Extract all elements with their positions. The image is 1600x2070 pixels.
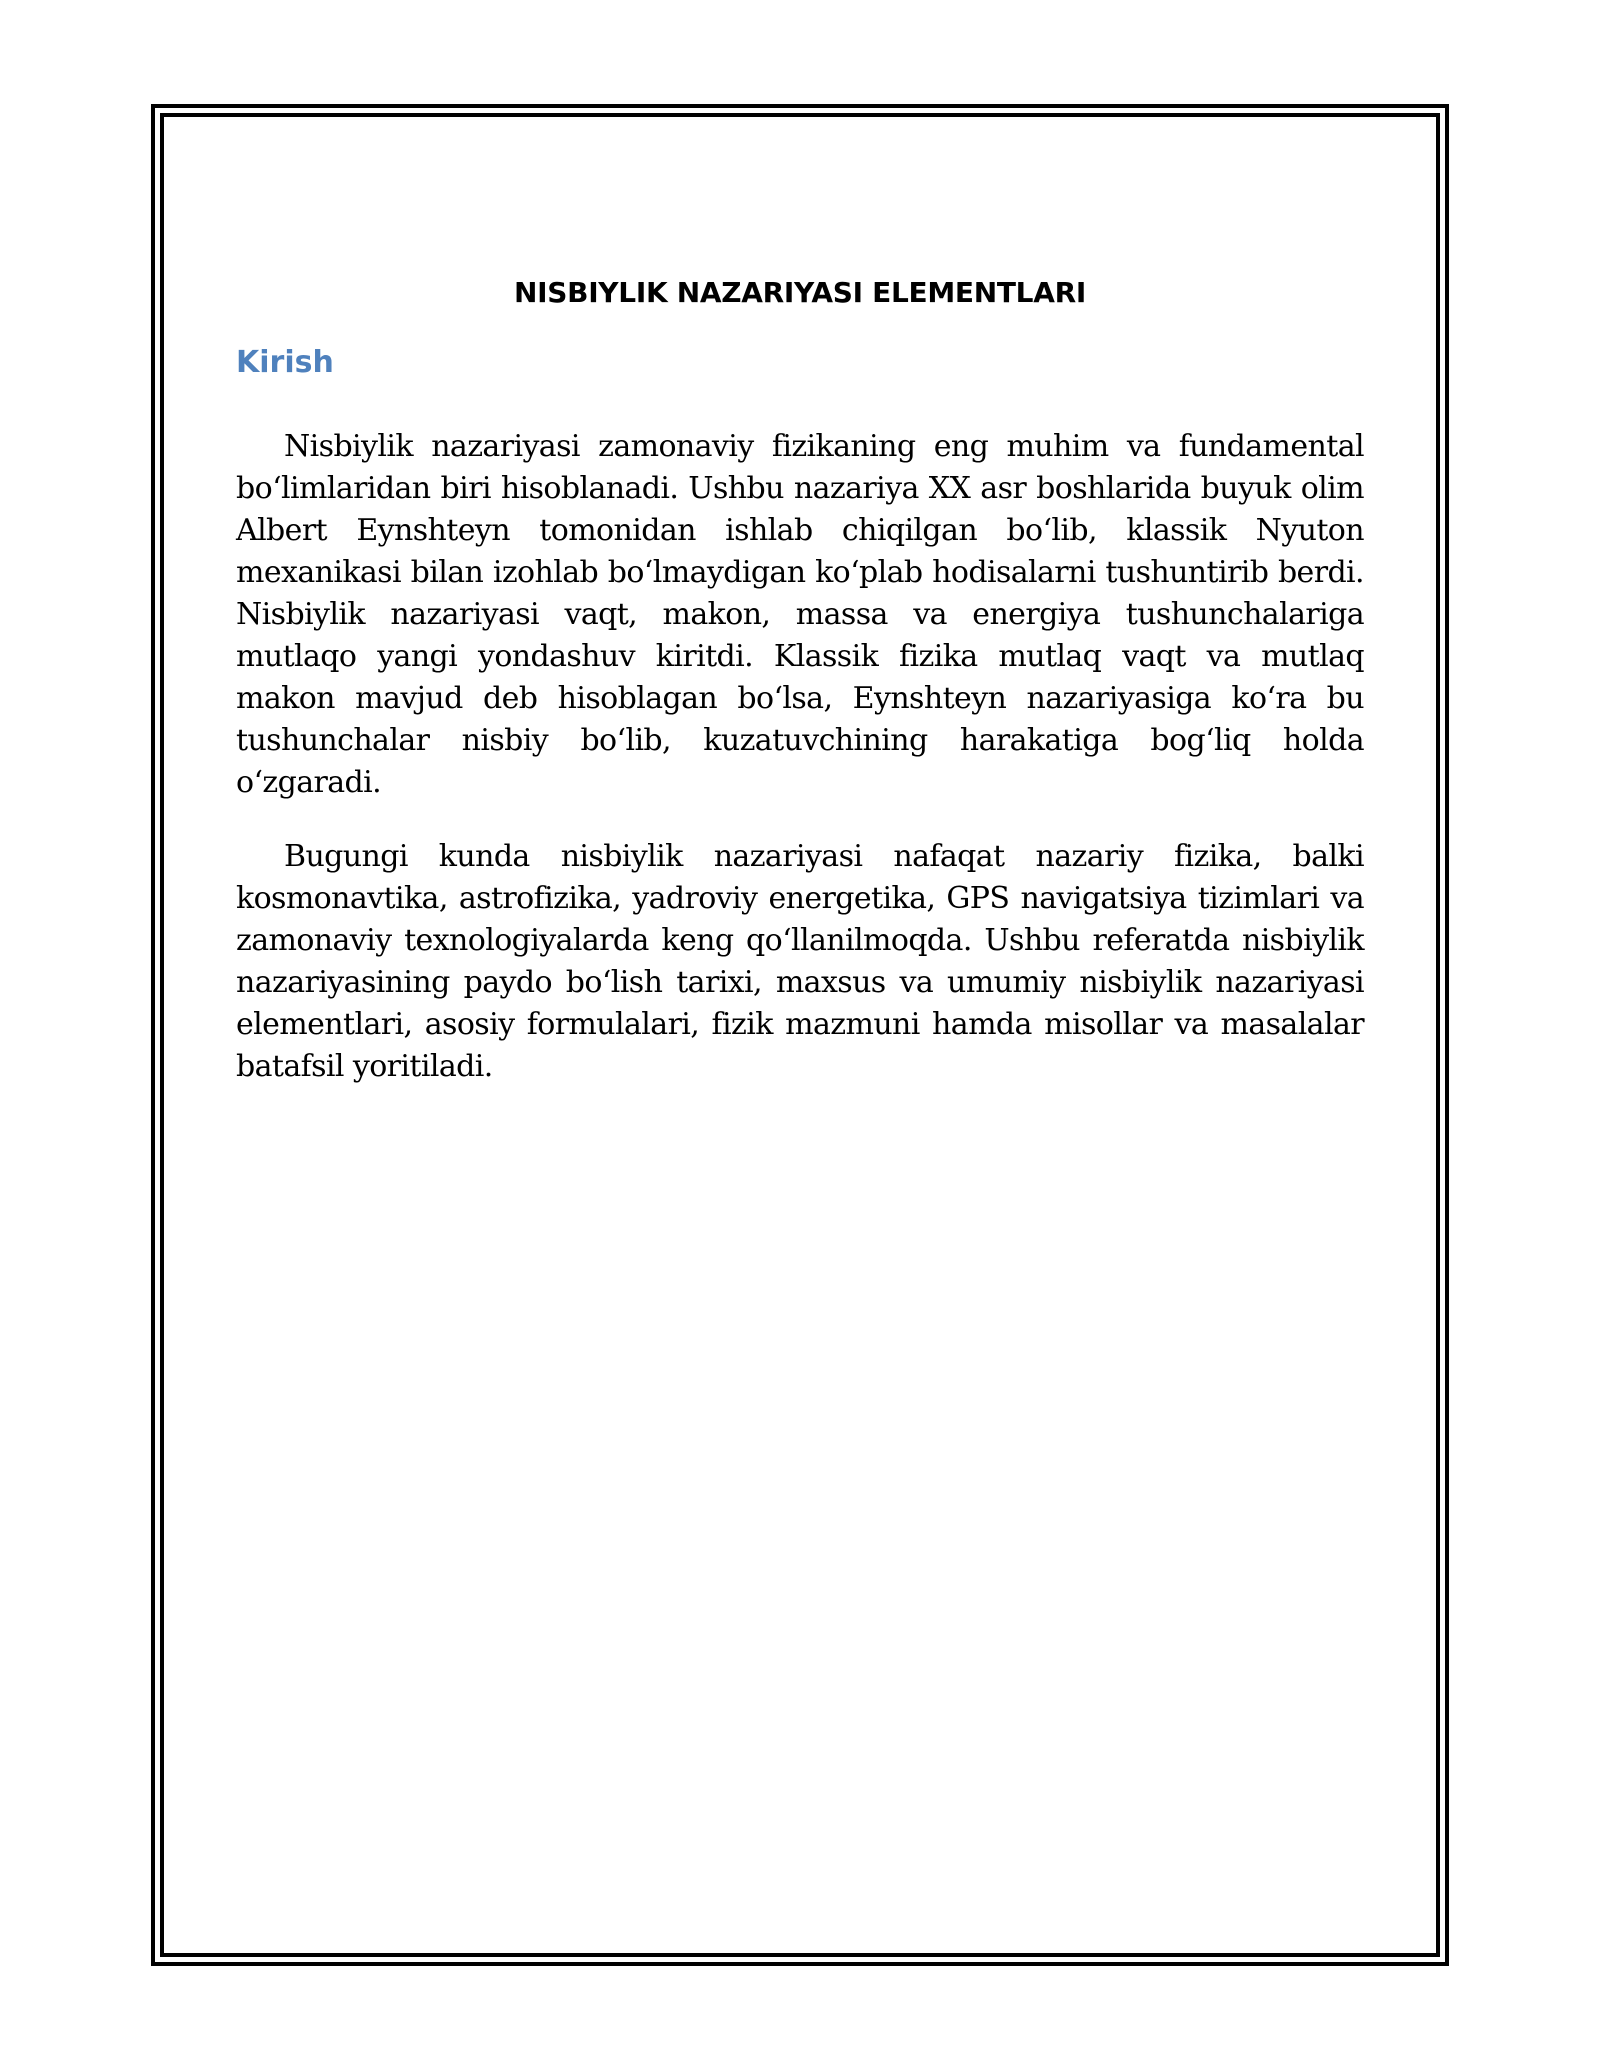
document-body — [236, 268, 1364, 1088]
section-heading-kirish: Kirish — [236, 345, 334, 380]
paragraph-1: Nisbiylik nazariyasi zamonaviy fizikaning eng muhim va fundamental bo‘limlaridan biri hisoblanadi. Ushbu nazariya XX asr boshlarida buyuk olim Albert Eynshteyn tomonidan ishlab chiqilgan bo‘lib, klassik Nyuton mexanikasi bilan izohlab bo‘lmaydigan ko‘plab hodisalarni tushuntirib berdi. Nisbiylik nazariyasi vaqt, makon, massa va energiya tushunchalariga mutlaqo yangi yondashuv kiritdi. Klassik fizika mutlaq vaqt va mutlaq makon mavjud deb hisoblagan bo‘lsa, Eynshteyn nazariyasiga ko‘ra bu tushunchalar nisbiy bo‘lib, kuzatuvchining harakatiga bog‘liq holda o‘zgaradi. — [236, 429, 1364, 800]
document-title: NISBIYLIK NAZARIYASI ELEMENTLARI — [514, 276, 1086, 309]
paragraph-2: Bugungi kunda nisbiylik nazariyasi nafaqat nazariy fizika, balki kosmonavtika, astrofizika, yadroviy energetika, GPS navigatsiya tizimlari va zamonaviy texnologiyalarda keng qo‘llanilmoqda. Ushbu referatda nisbiylik nazariyasining paydo bo‘lish tarixi, maxsus va umumiy nisbiylik nazariyasi elementlari, asosiy formulalari, fizik mazmuni hamda misollar va masalalar batafsil yoritiladi. — [236, 839, 1364, 1084]
